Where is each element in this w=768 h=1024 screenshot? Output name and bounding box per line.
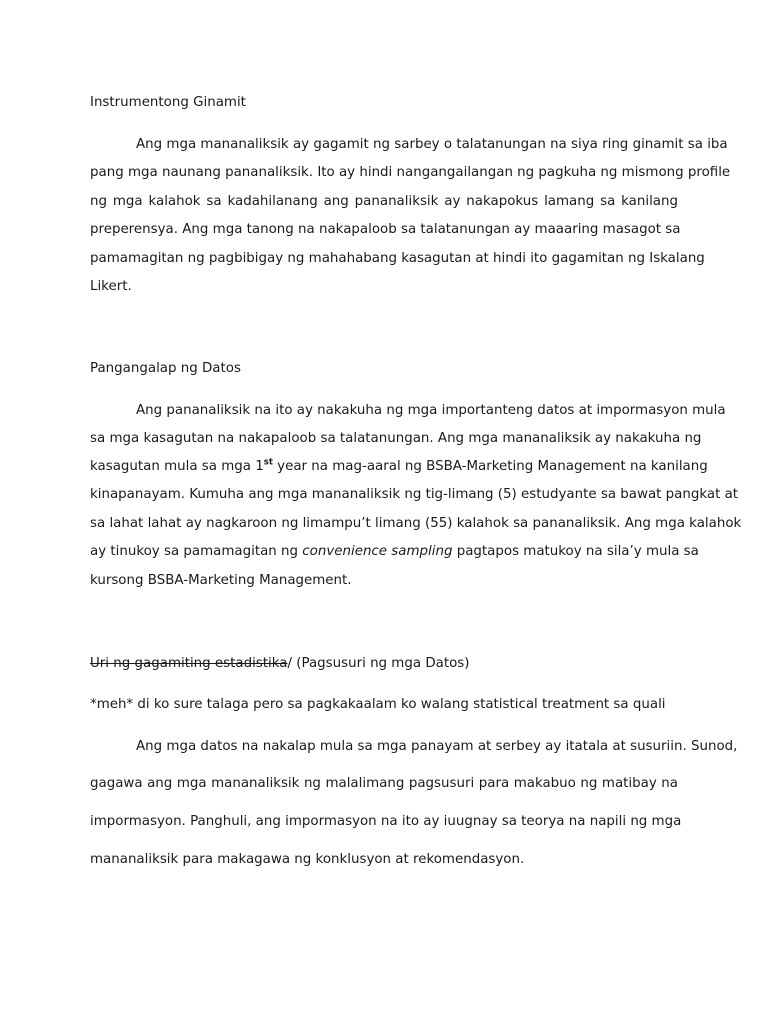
text-segment: ay tinukoy sa pamamagitan ng [90, 544, 303, 559]
heading-text: / (Pagsusuri ng mga Datos) [287, 656, 470, 671]
section-heading-instrumentong-ginamit: Instrumentong Ginamit [90, 95, 246, 110]
text-segment: year na mag-aaral ng BSBA-Marketing Management na kanilang [272, 459, 708, 474]
section-heading-pangangalap-ng-datos: Pangangalap ng Datos [90, 361, 241, 376]
paragraph-line: kursong BSBA-Marketing Management. [90, 573, 352, 588]
text-segment: kasagutan mula sa mga 1 [90, 459, 264, 474]
paragraph-line [90, 457, 708, 476]
paragraph-line: Ang mga datos na nakalap mula sa mga panayam at serbey ay itatala at susuriin. Sunod, [136, 739, 738, 754]
paragraph-line [90, 543, 699, 561]
paragraph-line: Likert. [90, 279, 132, 294]
paragraph-line: sa mga kasagutan na nakapaloob sa talatanungan. Ang mga mananaliksik ay nakakuha ng [90, 431, 702, 446]
paragraph-line: preperensya. Ang mga tanong na nakapaloob sa talatanungan ay maaaring masagot sa [90, 222, 681, 237]
author-note: *meh* di ko sure talaga pero sa pagkakaalam ko walang statistical treatment sa quali [90, 697, 666, 712]
paragraph-line: ng mga kalahok sa kadahilanang ang pananaliksik ay nakapokus lamang sa kanilang [90, 194, 678, 209]
paragraph-line: Ang pananaliksik na ito ay nakakuha ng mga importanteng datos at impormasyon mula [136, 403, 726, 418]
paragraph-line: pang mga naunang pananaliksik. Ito ay hindi nangangailangan ng pagkuha ng mismong profile [90, 165, 731, 180]
italic-term: convenience sampling [302, 544, 453, 559]
struck-heading-text: Uri ng gagamiting estadistika [90, 656, 288, 671]
paragraph-line: mananaliksik para makagawa ng konklusyon at rekomendasyon. [90, 852, 525, 867]
text-segment: pagtapos matukoy na sila’y mula sa [452, 544, 699, 559]
paragraph-line: sa lahat lahat ay nagkaroon ng limampu’t limang (55) kalahok sa pananaliksik. Ang mga kalahok [90, 516, 742, 531]
paragraph-line: kinapanayam. Kumuha ang mga mananaliksik ng tig-limang (5) estudyante sa bawat pangkat at [90, 487, 739, 502]
section-heading-pagsusuri-ng-datos [90, 655, 678, 673]
ordinal-superscript: st [263, 457, 273, 468]
paragraph-line: gagawa ang mga mananaliksik ng malalimang pagsusuri para makabuo ng matibay na [90, 776, 678, 791]
paragraph-line: Ang mga mananaliksik ay gagamit ng sarbey o talatanungan na siya ring ginamit sa iba [136, 137, 728, 152]
paragraph-line: impormasyon. Panghuli, ang impormasyon na ito ay iuugnay sa teorya na napili ng mga [90, 814, 682, 829]
paragraph-line: pamamagitan ng pagbibigay ng mahahabang kasagutan at hindi ito gagamitan ng Iskalang [90, 251, 705, 266]
